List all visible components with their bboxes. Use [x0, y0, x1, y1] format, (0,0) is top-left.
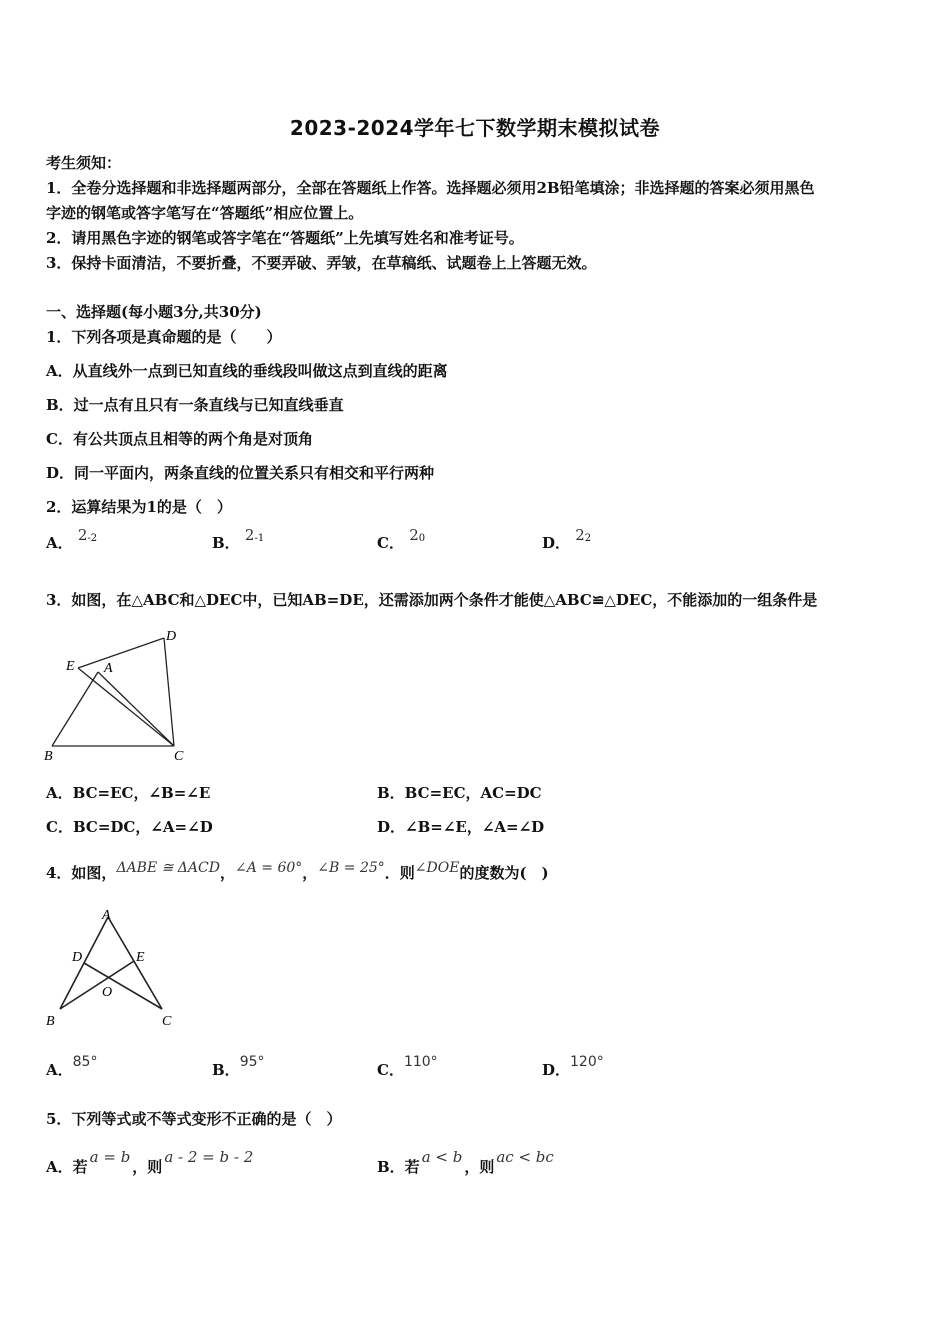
question-1-option-d: D．同一平面内，两条直线的位置关系只有相交和平行两种	[46, 464, 435, 482]
question-4-prefix: 4．如图，	[46, 864, 117, 882]
option-then: ，则	[464, 1158, 495, 1176]
point-label-a: A	[104, 661, 113, 676]
point-label-c: C	[162, 1014, 172, 1029]
option-value: 95°	[239, 1054, 265, 1070]
question-2-option-a	[46, 526, 98, 553]
question-3-option-d: D．∠B=∠E，∠A=∠D	[377, 818, 545, 836]
question-2-option-b	[212, 526, 265, 553]
segment-be	[60, 961, 134, 1009]
power-base: 2	[575, 526, 585, 544]
option-label: D．	[542, 534, 571, 552]
question-3-stem: 3．如图，在△ABC和△DEC中，已知AB=DE，还需添加两个条件才能使△ABC≌△DEC，不能添加的一组条件是	[46, 591, 818, 609]
condition-angle-a: ∠A = 60°	[234, 860, 303, 876]
option-value: 120°	[570, 1054, 604, 1070]
power-base: 2	[409, 526, 419, 544]
point-label-b: B	[46, 1014, 55, 1029]
power-exponent: -1	[254, 533, 265, 544]
segment-ac	[108, 917, 162, 1009]
option-label: A．若	[46, 1158, 88, 1176]
option-label: D．	[542, 1061, 571, 1079]
power-exponent: 0	[418, 533, 426, 544]
question-3-option-a: A．BC=EC，∠B=∠E	[46, 784, 211, 802]
power-exponent: 2	[584, 533, 592, 544]
point-label-e: E	[136, 950, 145, 965]
question-4-option-a	[46, 1054, 98, 1080]
point-label-d: D	[166, 629, 177, 644]
separator: ，	[302, 864, 318, 882]
option-label: A．	[46, 534, 73, 552]
point-label-b: B	[44, 749, 53, 764]
question-3-option-b: B．BC=EC，AC=DC	[377, 784, 542, 802]
point-label-e: E	[66, 659, 75, 674]
point-label-c: C	[174, 749, 184, 764]
option-label: B．若	[377, 1158, 420, 1176]
power-base: 2	[244, 526, 255, 544]
segment-ac	[98, 672, 174, 746]
notice-line-1b: 字迹的钢笔或答字笔写在“答题纸”相应位置上。	[46, 204, 364, 222]
point-label-o: O	[102, 985, 113, 1000]
condition: a < b	[421, 1148, 463, 1166]
question-2-option-c	[377, 526, 426, 553]
question-4-option-c	[377, 1054, 438, 1080]
question-3-option-c: C．BC=DC，∠A=∠D	[46, 818, 213, 836]
option-value: 110°	[403, 1054, 438, 1070]
result: a - 2 = b - 2	[164, 1148, 254, 1166]
question-5-option-b	[377, 1148, 556, 1177]
result: ac < bc	[496, 1148, 554, 1166]
target-angle: ∠DOE	[414, 860, 460, 876]
question-4-mid: ．则	[384, 864, 415, 882]
segment-dc	[164, 638, 174, 746]
question-4-suffix: 的度数为( )	[459, 864, 549, 882]
notice-line-1a: 1．全卷分选择题和非选择题两部分，全部在答题纸上作答。选择题必须用2B铅笔填涂；非选择题的答案必须用黑色	[46, 179, 815, 197]
question-1-stem: 1．下列各项是真命题的是（ ）	[46, 328, 282, 346]
question-2-option-d	[542, 526, 592, 553]
option-label: C．	[377, 534, 404, 552]
option-label: B．	[212, 1061, 240, 1079]
condition: a = b	[89, 1148, 131, 1166]
power-exponent: -2	[87, 533, 98, 544]
page-title: 2023-2024学年七下数学期末模拟试卷	[289, 116, 661, 140]
question-4-stem	[46, 862, 549, 883]
point-label-a: A	[102, 908, 111, 923]
notice-heading: 考生须知：	[46, 154, 122, 172]
question-3-figure	[40, 622, 200, 767]
segment-ec	[78, 668, 174, 746]
option-label: A．	[46, 1061, 73, 1079]
option-then: ，则	[132, 1158, 163, 1176]
option-value: 85°	[72, 1054, 98, 1070]
condition-angle-b: ∠B = 25°	[317, 860, 385, 876]
separator: ，	[219, 864, 235, 882]
question-4-option-d	[542, 1054, 604, 1080]
question-1-option-c: C．有公共顶点且相等的两个角是对顶角	[46, 430, 313, 448]
question-4-figure	[40, 905, 190, 1035]
question-1-option-a: A．从直线外一点到已知直线的垂线段叫做这点到直线的距离	[46, 362, 448, 380]
question-5-stem: 5．下列等式或不等式变形不正确的是（ ）	[46, 1110, 342, 1128]
question-4-option-b	[212, 1054, 265, 1080]
notice-line-3: 3．保持卡面清洁，不要折叠，不要弄破、弄皱，在草稿纸、试题卷上上答题无效。	[46, 254, 597, 272]
question-1-option-b: B．过一点有且只有一条直线与已知直线垂直	[46, 396, 344, 414]
question-2-stem: 2．运算结果为1的是（ ）	[46, 498, 232, 516]
segment-ed	[78, 638, 164, 668]
question-5-option-a	[46, 1148, 255, 1177]
segment-ba	[52, 672, 98, 746]
option-label: C．	[377, 1061, 404, 1079]
section-heading: 一、选择题(每小题3分,共30分)	[46, 303, 262, 321]
condition-congruent: ΔABE ≅ ΔACD	[116, 860, 220, 876]
notice-line-2: 2．请用黑色字迹的钢笔或答字笔在“答题纸”上先填写姓名和准考证号。	[46, 229, 524, 247]
power-base: 2	[77, 526, 88, 544]
point-label-d: D	[72, 950, 83, 965]
option-label: B．	[212, 534, 240, 552]
